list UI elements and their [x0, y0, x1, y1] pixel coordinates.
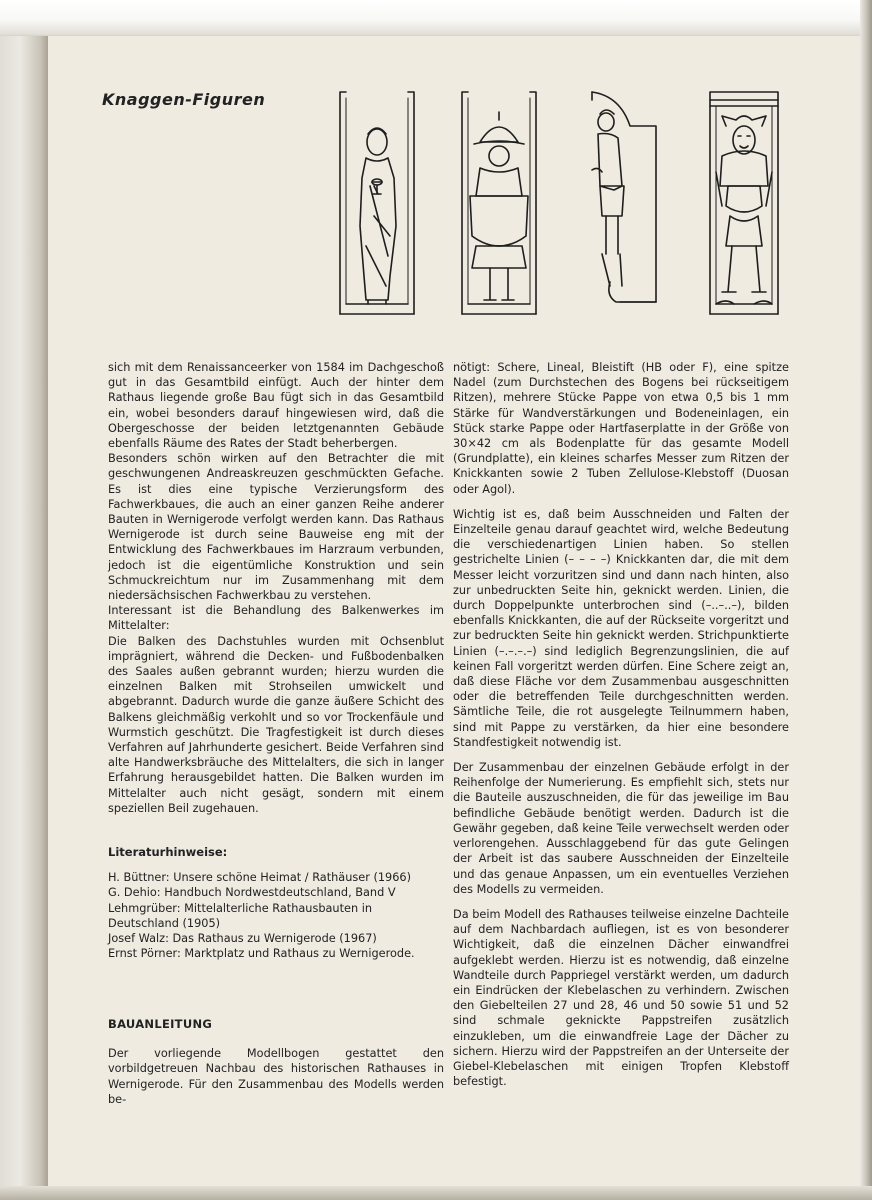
page-right-edge [860, 0, 872, 1200]
literature-item: Lehmgrüber: Mittelalterliche Rathausbauten in Deutschland (1905) [108, 901, 373, 930]
literature-item: Ernst Pörner: Marktplatz und Rathaus zu Wernigerode. [108, 947, 415, 961]
paragraph: nötigt: Schere, Lineal, Bleistift (HB oder F), eine spitze Nadel (zum Durchstechen des Bogens bei rückseitigem Ritzen), mehrere Stücke Pappe von etwa 0,5 bis 1 mm Stärke für Wandverstärkungen und Bodeneinlagen, ein Stück starke Pappe oder Hartfaserplatte in der Größe von 30×42 cm als Bodenplatte für das gesamte Modell (Grundplatte), ein kleines scharfes Messer zum Ritzen der Knickkanten sowie 2 Tuben Zellulose-Klebstoff (Duosan oder Agol). [453, 361, 789, 496]
book-spine-edge [0, 0, 48, 1200]
figure-robed-man-icon [340, 92, 414, 314]
bauanleitung-heading: BAUANLEITUNG [108, 1017, 213, 1031]
text-column-left [108, 360, 444, 816]
text-column-right [453, 360, 789, 1099]
figure-grotesque-icon [710, 92, 778, 314]
literature-item: G. Dehio: Handbuch Nordwestdeutschland, Band V [108, 886, 396, 900]
paragraph: sich mit dem Renaissanceerker von 1584 im Dachgeschoß gut in das Gesamtbild einfügt. Auch der hinter dem Rathaus liegende große Bau fügt sich in das Gesamtbild ein, wobei besonders darauf hingewiesen wird, daß die Obergeschosse der beiden letztgenannten Gebäude ebenfalls Räume des Rates der Stadt beherbergen. [108, 361, 444, 451]
figure-profile-figure-icon [592, 92, 656, 302]
paragraph: Da beim Modell des Rathauses teilweise einzelne Dachteile auf dem Nachbardach aufliegen, ist es von besonderer Wichtigkeit, daß die einzelnen Dächer einwandfrei aufgeklebt werden. Hierzu ist es notwendig, daß einzelne Wandteile durch Pappriegel verstärkt werden, um dadurch ein Eindrücken der Klebelaschen zu verhindern. Zwischen den Giebelteilen 27 und 28, 46 und 50 sowie 51 und 52 sind schmale geknickte Pappstreifen zusätzlich einzukleben, um die einwandfreie Lage der Dächer zu sichern. Hierzu wird der Pappstreifen an der Unterseite der Giebel-Klebelaschen mit einigen Tropfen Klebstoff befestigt. [453, 907, 789, 1089]
paragraph: Besonders schön wirken auf den Betrachter die mit geschwungenen Andreaskreuzen geschmückten Gefache. Es ist dies eine typische Verzierungsform des Fachwerkbaues, die auch an einer ganzen Reihe anderer Bauten in Wernigerode verfolgt werden kann. Das Rathaus Wernigerode ist durch seine Bauweise eng mit der Entwicklung des Fachwerkbaues im Harzraum verbunden, jedoch ist die eigentümliche Konstruktion und sein Schmuckreichtum nur im Zusammenhang mit dem niedersächsischen Fachwerkbau zu verstehen. [108, 452, 444, 603]
page-top-edge [0, 0, 872, 36]
knaggen-figures-illustration [330, 86, 790, 348]
literature-item: H. Büttner: Unsere schöne Heimat / Rathäuser (1966) [108, 871, 412, 884]
figure-shield-bearer-icon [462, 92, 536, 314]
paragraph: Interessant ist die Behandlung des Balkenwerkes im Mittelalter: [108, 604, 444, 633]
paragraph: Die Balken des Dachstuhles wurden mit Ochsenblut imprägniert, während die Decken- und Fußbodenbalken des Saales außen gebrannt wurden; hierzu wurden die einzelnen Balken mit Strohseilen umwickelt und abgebrannt. Dadurch wurde die ganze äußere Schicht des Balkens gleichmäßig verkohlt und so vor Trockenfäule und Wurmstich geschützt. Die Tragfestigkeit ist durch dieses Verfahren auf Jahrhunderte gesichert. Beide Verfahren sind alte Handwerksbräuche des Mittelalters, die sich in langer Erfahrung herausgebildet hatten. Die Balken wurden im Mittelalter auch nicht gesägt, sondern mit einem speziellen Beil zugehauen. [108, 634, 444, 815]
literature-list [108, 870, 444, 962]
paragraph: Der Zusammenbau der einzelnen Gebäude erfolgt in der Reihenfolge der Numerierung. Es empfiehlt sich, stets nur die Bauteile auszuschneiden, die für das jeweilige im Bau befindliche Gebäude benötigt werden. Dadurch ist die Gewähr gegeben, daß keine Teile verwechselt werden oder verlorengehen. Ausschlaggebend für das gute Gelingen der Arbeit ist das saubere Ausschneiden der Einzelteile und das genaue Anpassen, um ein eventuelles Verziehen des Modells zu vermeiden. [453, 761, 789, 896]
literature-item: Josef Walz: Das Rathaus zu Wernigerode (1967) [108, 932, 377, 946]
bauanleitung-intro: Der vorliegende Modellbogen gestattet den vorbildgetreuen Nachbau des historischen Rathauses in Wernigerode. Für den Zusammenbau des Modells werden be- [108, 1047, 444, 1106]
literature-heading: Literaturhinweise: [108, 845, 228, 859]
page-bottom-edge [0, 1186, 872, 1200]
paragraph: Wichtig ist es, daß beim Ausschneiden und Falten der Einzelteile genau darauf geachtet wird, welche Bedeutung die verschiedenartigen Linien haben. So stellen gestrichelte Linien (– – – –) Knickkanten dar, die mit dem Messer leicht vorzuritzen sind und dann nach hinten, also zur unbedruckten Seite hin, geknickt werden. Linien, die durch Doppelpunkte unterbrochen sind (–..–..–), bilden ebenfalls Knickkanten, die auf der Rückseite vorgeritzt und zur bedruckten Seite hin geknickt werden. Strichpunktierte Linien (–.–.–.–) sind lediglich Begrenzungslinien, die auf keinen Fall vorgeritzt werden dürfen. Eine Schere zeigt an, daß diese Fläche vor dem Zusammenbau ausgeschnitten oder die betreffenden Teile durchgeschnitten werden. Sämtliche Teile, die rot ausgelegte Teilnummern haben, sind mit Pappe zu verstärken, da hier eine besondere Standfestigkeit notwendig ist. [453, 507, 789, 749]
page-heading: Knaggen-Figuren [102, 90, 266, 109]
